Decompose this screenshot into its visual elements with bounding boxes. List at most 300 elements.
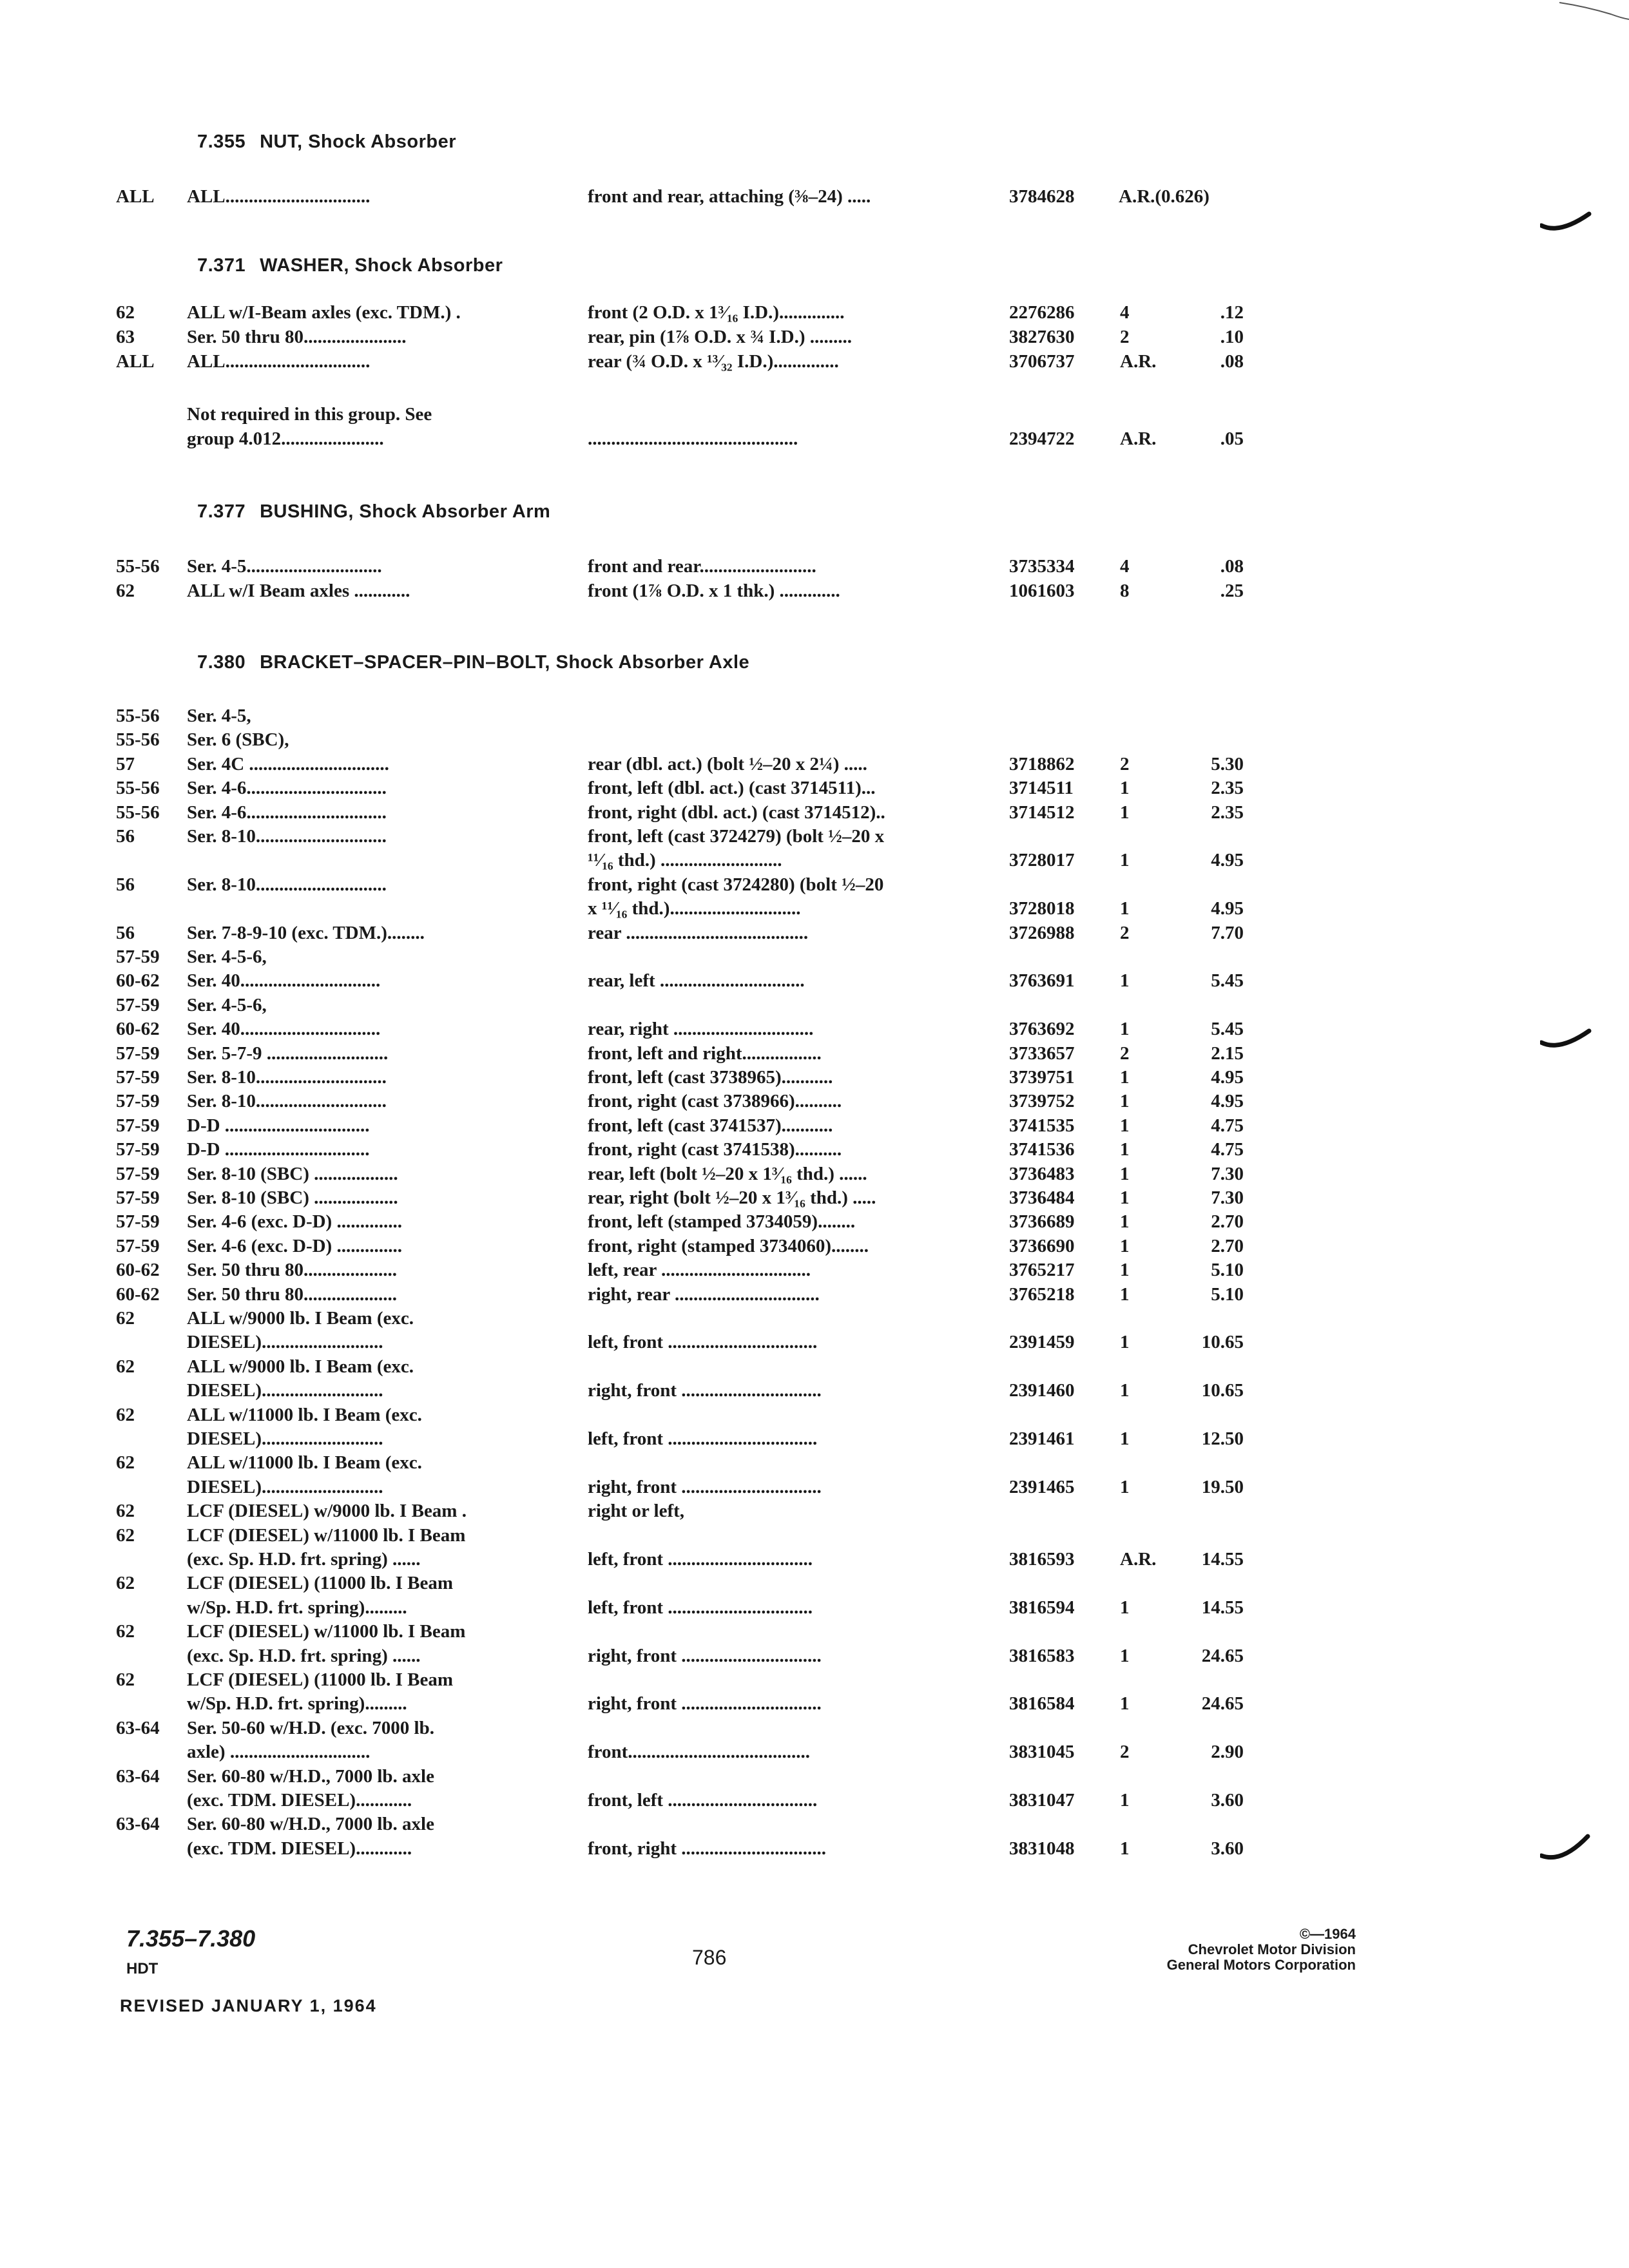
part-number-cell: 3763691 — [1009, 970, 1075, 992]
description-cell: front and rear......................... — [588, 556, 816, 577]
part-number-cell: 3728018 — [1009, 898, 1075, 919]
price-cell: 3.60 — [1211, 1790, 1244, 1811]
year-cell: 63-64 — [116, 1765, 160, 1787]
part-number-cell: 2391465 — [1009, 1476, 1075, 1497]
quantity-cell: 1 — [1120, 1139, 1130, 1160]
model-cell: LCF (DIESEL) w/9000 lb. I Beam . — [187, 1501, 467, 1522]
model-cell: Ser. 4-5............................. — [187, 556, 382, 577]
table-row — [0, 1547, 1629, 1571]
model-cell: LCF (DIESEL) w/11000 lb. I Beam — [187, 1524, 466, 1546]
price-cell: 7.30 — [1211, 1163, 1244, 1184]
description-cell: front, left (dbl. act.) (cast 3714511)... — [588, 778, 876, 799]
price-cell: 14.55 — [1201, 1597, 1244, 1618]
table-row — [0, 800, 1629, 825]
model-cell: Ser. 4-6 (exc. D-D) .............. — [187, 1235, 402, 1256]
table-row — [0, 727, 1629, 752]
price-cell: 4.95 — [1211, 1067, 1244, 1088]
table-row — [0, 1740, 1629, 1764]
table-row — [0, 776, 1629, 800]
description-cell: x ¹¹⁄₁₆ thd.)............................ — [588, 898, 801, 919]
model-cell: Ser. 60-80 w/H.D., 7000 lb. axle — [187, 1814, 434, 1835]
year-cell: 62 — [116, 1308, 135, 1329]
description-cell: rear, pin (1⅞ O.D. x ¾ I.D.) ......... — [588, 327, 853, 347]
year-cell: 57 — [116, 753, 135, 774]
scan-mark-top — [1559, 0, 1629, 26]
model-cell: Ser. 4-5, — [187, 706, 251, 726]
description-cell: front....................................... — [588, 1742, 811, 1763]
part-number-cell: 2394722 — [1009, 428, 1075, 449]
description-cell: left, front ................................ — [588, 1428, 818, 1449]
model-cell: ALL w/9000 lb. I Beam (exc. — [187, 1356, 414, 1377]
model-cell: ALL w/9000 lb. I Beam (exc. — [187, 1308, 414, 1329]
copyright-year: ©—1964 — [1299, 1926, 1356, 1942]
description-cell: right, front .............................. — [588, 1693, 822, 1715]
quantity-cell: A.R. — [1120, 428, 1157, 449]
part-number-cell: 3714511 — [1009, 778, 1074, 799]
price-cell: 4.75 — [1211, 1115, 1244, 1136]
model-cell: Ser. 4-6 (exc. D-D) .............. — [187, 1211, 402, 1233]
quantity-cell: 1 — [1120, 1790, 1130, 1811]
model-cell: (exc. TDM. DIESEL)............ — [187, 1790, 412, 1811]
price-cell: 5.10 — [1211, 1260, 1244, 1281]
quantity-cell: 1 — [1120, 1380, 1130, 1401]
model-cell: w/Sp. H.D. frt. spring)......... — [187, 1693, 407, 1715]
table-row — [0, 579, 1629, 603]
quantity-cell: 1 — [1120, 1091, 1130, 1112]
table-row — [0, 704, 1629, 728]
year-cell: 57-59 — [116, 947, 160, 967]
description-cell: front (2 O.D. x 1³⁄₁₆ I.D.).............. — [588, 302, 845, 323]
price-cell: 2.35 — [1211, 802, 1244, 823]
table-row — [0, 848, 1629, 872]
hole-punch-mark-1 — [1540, 206, 1592, 238]
section-title: WASHER — [260, 255, 344, 276]
year-cell: 62 — [116, 581, 135, 601]
table-row — [0, 1282, 1629, 1307]
part-number-cell: 3736689 — [1009, 1211, 1075, 1233]
year-cell: 63-64 — [116, 1814, 160, 1835]
description-cell: right, front .............................. — [588, 1645, 822, 1666]
description-cell: rear (dbl. act.) (bolt ½–20 x 2¼) ..... — [588, 753, 867, 774]
footer-sub-code: HDT — [126, 1960, 159, 1977]
model-cell: Ser. 4C .............................. — [187, 753, 389, 774]
year-cell: 60-62 — [116, 970, 160, 992]
price-cell: 5.10 — [1211, 1283, 1244, 1305]
model-cell: Ser. 60-80 w/H.D., 7000 lb. axle — [187, 1765, 434, 1787]
year-cell: 62 — [116, 1356, 135, 1377]
model-cell: LCF (DIESEL) (11000 lb. I Beam — [187, 1669, 454, 1690]
quantity-cell: 1 — [1120, 850, 1130, 871]
quantity-cell: 1 — [1120, 1163, 1130, 1184]
model-cell: ALL............................... — [187, 351, 371, 372]
price-cell: 3.60 — [1211, 1838, 1244, 1859]
year-cell: 60-62 — [116, 1260, 160, 1281]
year-cell: 57-59 — [116, 1211, 160, 1233]
year-cell: 55-56 — [116, 802, 160, 823]
table-row — [0, 1403, 1629, 1427]
model-cell: Ser. 8-10............................ — [187, 1091, 387, 1112]
division-name: Chevrolet Motor Division — [1188, 1941, 1356, 1957]
model-cell: DIESEL).......................... — [187, 1428, 383, 1449]
table-row — [0, 1113, 1629, 1138]
description-cell: front, right ............................... — [588, 1838, 827, 1859]
model-cell: Ser. 40.............................. — [187, 1019, 381, 1040]
price-cell: 5.45 — [1211, 970, 1244, 992]
description-cell: rear ....................................... — [588, 922, 809, 943]
price-cell: 24.65 — [1201, 1693, 1244, 1715]
year-cell: 60-62 — [116, 1019, 160, 1040]
part-number-cell: 3816583 — [1009, 1645, 1075, 1666]
year-cell: 57-59 — [116, 1043, 160, 1064]
table-row — [0, 1427, 1629, 1451]
quantity-cell: 2 — [1120, 753, 1130, 774]
table-row — [0, 1041, 1629, 1066]
table-row — [0, 1065, 1629, 1090]
price-cell: 2.35 — [1211, 778, 1244, 799]
table-row — [0, 945, 1629, 969]
part-number-cell: 3765217 — [1009, 1260, 1075, 1281]
table-row — [0, 300, 1629, 325]
model-cell: DIESEL).......................... — [187, 1380, 383, 1401]
price-cell: 7.70 — [1211, 922, 1244, 943]
part-number-cell: 3741536 — [1009, 1139, 1075, 1160]
page-number: 786 — [692, 1946, 727, 1969]
table-row — [0, 1354, 1629, 1379]
description-cell: right, rear ............................... — [588, 1283, 820, 1305]
quantity-cell: 1 — [1120, 1187, 1130, 1208]
table-row — [0, 1162, 1629, 1186]
year-cell: 57-59 — [116, 994, 160, 1015]
description-cell: front, right (stamped 3734060)........ — [588, 1235, 869, 1256]
description-cell: front, right (dbl. act.) (cast 3714512).. — [588, 802, 885, 823]
year-cell: ALL — [116, 351, 155, 372]
year-cell: 62 — [116, 1452, 135, 1474]
description-cell: left, front ............................... — [588, 1549, 813, 1570]
part-number-cell: 3706737 — [1009, 351, 1075, 372]
model-cell: Ser. 4-6.............................. — [187, 802, 387, 823]
quantity-cell: 1 — [1120, 1115, 1130, 1136]
price-cell: .08 — [1220, 351, 1244, 372]
table-row — [0, 1499, 1629, 1523]
model-cell: Not required in this group. See — [187, 404, 432, 425]
table-row — [0, 1523, 1629, 1548]
description-cell: right or left, — [588, 1501, 685, 1522]
part-number-cell: 3816594 — [1009, 1597, 1075, 1618]
quantity-cell: 2 — [1120, 327, 1130, 347]
description-cell: rear, right .............................. — [588, 1019, 814, 1040]
part-number-cell: 3736483 — [1009, 1163, 1075, 1184]
description-cell: right, front .............................. — [588, 1380, 822, 1401]
section-title: BUSHING — [260, 501, 349, 522]
table-row — [0, 1571, 1629, 1595]
part-number-cell: 3736690 — [1009, 1235, 1075, 1256]
year-cell: 55-56 — [116, 729, 160, 751]
quantity-cell: 8 — [1120, 581, 1130, 601]
description-cell: rear, right (bolt ½–20 x 1³⁄₁₆ thd.) ..... — [588, 1187, 876, 1208]
section-header-7-377 — [197, 501, 550, 523]
table-row — [0, 1475, 1629, 1499]
description-cell: front (1⅞ O.D. x 1 thk.) ............. — [588, 581, 840, 601]
model-cell: Ser. 8-10............................ — [187, 1067, 387, 1088]
quantity-cell: 1 — [1120, 898, 1130, 919]
table-row — [0, 1378, 1629, 1403]
description-cell: front, left (stamped 3734059)........ — [588, 1211, 856, 1233]
description-cell: ¹¹⁄₁₆ thd.) .......................... — [588, 850, 782, 871]
quantity-cell: 2 — [1120, 1742, 1130, 1763]
price-cell: .25 — [1220, 581, 1244, 601]
model-cell: Ser. 6 (SBC), — [187, 729, 289, 751]
price-cell: 2.70 — [1211, 1235, 1244, 1256]
part-number-cell: 3739752 — [1009, 1091, 1075, 1112]
model-cell: D-D ............................... — [187, 1139, 370, 1160]
year-cell: 62 — [116, 1501, 135, 1522]
table-row — [0, 1716, 1629, 1740]
table-row — [0, 1186, 1629, 1210]
model-cell: (exc. Sp. H.D. frt. spring) ...... — [187, 1645, 421, 1666]
part-number-cell: 1061603 — [1009, 581, 1075, 601]
year-cell: 63 — [116, 327, 135, 347]
year-cell: 57-59 — [116, 1139, 160, 1160]
year-cell: 60-62 — [116, 1283, 160, 1305]
description-cell: left, front ............................... — [588, 1597, 813, 1618]
quantity-cell: A.R. — [1120, 1549, 1157, 1570]
table-row — [0, 1788, 1629, 1812]
table-row — [0, 1644, 1629, 1668]
quantity-cell: 2 — [1120, 922, 1130, 943]
revised-date: REVISED JANUARY 1, 1964 — [120, 1996, 377, 2015]
year-cell: 57-59 — [116, 1091, 160, 1112]
year-cell: 62 — [116, 1621, 135, 1642]
part-number-cell: 3831048 — [1009, 1838, 1075, 1859]
year-cell: 56 — [116, 826, 135, 847]
model-cell: w/Sp. H.D. frt. spring)......... — [187, 1597, 407, 1618]
model-cell: Ser. 40.............................. — [187, 970, 381, 992]
model-cell: Ser. 4-6.............................. — [187, 778, 387, 799]
price-cell: 2.70 — [1211, 1211, 1244, 1233]
section-number: 7.371 — [197, 255, 246, 276]
year-cell: 57-59 — [116, 1115, 160, 1136]
quantity-cell: 1 — [1120, 970, 1130, 992]
part-number-cell: 3726988 — [1009, 922, 1075, 943]
price-cell: 4.95 — [1211, 1091, 1244, 1112]
table-row — [0, 1306, 1629, 1331]
table-row — [0, 1691, 1629, 1716]
price-cell: 7.30 — [1211, 1187, 1244, 1208]
quantity-cell: 1 — [1120, 778, 1130, 799]
price-cell: 5.30 — [1211, 753, 1244, 774]
description-cell: front, left ................................ — [588, 1790, 818, 1811]
description-cell: rear (¾ O.D. x ¹³⁄₃₂ I.D.).............. — [588, 351, 839, 372]
year-cell: 57-59 — [116, 1187, 160, 1208]
model-cell: Ser. 8-10 (SBC) .................. — [187, 1187, 398, 1208]
description-cell: front, left (cast 3724279) (bolt ½–20 x — [588, 826, 885, 847]
hole-punch-mark-3 — [1540, 1830, 1592, 1869]
model-cell: Ser. 4-5-6, — [187, 994, 267, 1015]
section-title: NUT — [260, 131, 297, 152]
price-cell: 5.45 — [1211, 1019, 1244, 1040]
section-subtitle: , Shock Absorber — [343, 255, 503, 276]
price-cell: 2.15 — [1211, 1043, 1244, 1064]
description-cell: front, right (cast 3724280) (bolt ½–20 — [588, 874, 884, 895]
description-cell: front, left (cast 3741537)........... — [588, 1115, 833, 1136]
part-number-cell: 3763692 — [1009, 1019, 1075, 1040]
part-number-cell: 3718862 — [1009, 753, 1075, 774]
part-number-cell: 2391460 — [1009, 1380, 1075, 1401]
price-cell: 4.95 — [1211, 850, 1244, 871]
table-row — [0, 993, 1629, 1017]
section-subtitle: , Shock Absorber Arm — [348, 501, 551, 522]
description-cell: ............................................. — [588, 428, 798, 449]
year-cell: 62 — [116, 1669, 135, 1690]
quantity-cell: 1 — [1120, 1597, 1130, 1618]
part-number-cell: 3816593 — [1009, 1549, 1075, 1570]
quantity-cell: 1 — [1120, 1211, 1130, 1233]
price-cell: .08 — [1220, 556, 1244, 577]
year-cell: 57-59 — [116, 1067, 160, 1088]
description-cell: front, right (cast 3741538).......... — [588, 1139, 842, 1160]
table-row — [0, 184, 1629, 209]
table-row — [0, 1595, 1629, 1620]
part-number-cell: 3765218 — [1009, 1283, 1075, 1305]
model-cell: Ser. 7-8-9-10 (exc. TDM.)........ — [187, 922, 425, 943]
quantity-cell: 1 — [1120, 1235, 1130, 1256]
model-cell: ALL............................... — [187, 186, 371, 207]
year-cell: 62 — [116, 1404, 135, 1425]
model-cell: DIESEL).......................... — [187, 1332, 383, 1353]
model-cell: Ser. 8-10 (SBC) .................. — [187, 1163, 398, 1184]
model-cell: DIESEL).......................... — [187, 1476, 383, 1497]
table-row — [0, 921, 1629, 945]
table-row — [0, 1209, 1629, 1234]
description-cell: rear, left (bolt ½–20 x 1³⁄₁₆ thd.) ...... — [588, 1163, 867, 1184]
copyright-block — [1167, 1927, 1356, 1973]
part-number-cell: 3736484 — [1009, 1187, 1075, 1208]
description-cell: left, front ................................ — [588, 1332, 818, 1353]
quantity-cell: 1 — [1120, 1332, 1130, 1353]
table-row — [0, 872, 1629, 897]
description-cell: front, left and right................. — [588, 1043, 822, 1064]
year-cell: 56 — [116, 922, 135, 943]
section-subtitle: , Shock Absorber — [296, 131, 457, 152]
year-cell: 55-56 — [116, 556, 160, 577]
table-row — [0, 1836, 1629, 1861]
part-number-cell: 3741535 — [1009, 1115, 1075, 1136]
year-cell: 56 — [116, 874, 135, 895]
table-row — [0, 1089, 1629, 1113]
description-cell: front, right (cast 3738966).......... — [588, 1091, 842, 1112]
table-row — [0, 427, 1629, 451]
price-cell: 10.65 — [1201, 1380, 1244, 1401]
table-row — [0, 1812, 1629, 1836]
part-number-cell: 3831045 — [1009, 1742, 1075, 1763]
footer-section-range: 7.355–7.380 — [126, 1925, 256, 1952]
quantity-cell: 1 — [1120, 1693, 1130, 1715]
model-cell: ALL w/11000 lb. I Beam (exc. — [187, 1404, 422, 1425]
quantity-cell: A.R. — [1120, 351, 1157, 372]
model-cell: LCF (DIESEL) (11000 lb. I Beam — [187, 1573, 454, 1594]
quantity-cell: 1 — [1120, 1476, 1130, 1497]
part-number-cell: 3827630 — [1009, 327, 1075, 347]
table-row — [0, 896, 1629, 921]
part-number-cell: 3735334 — [1009, 556, 1075, 577]
model-cell: axle) .............................. — [187, 1742, 371, 1763]
price-cell: 2.90 — [1211, 1742, 1244, 1763]
part-number-cell: 3739751 — [1009, 1067, 1075, 1088]
section-header-7-355 — [197, 131, 456, 153]
table-row — [0, 1137, 1629, 1162]
model-cell: Ser. 50-60 w/H.D. (exc. 7000 lb. — [187, 1717, 434, 1738]
year-cell: ALL — [116, 186, 155, 207]
section-number: 7.355 — [197, 131, 246, 152]
part-number-cell: 2391461 — [1009, 1428, 1075, 1449]
hole-punch-mark-2 — [1540, 1023, 1592, 1055]
price-cell: 14.55 — [1201, 1549, 1244, 1570]
part-number-cell: 2391459 — [1009, 1332, 1075, 1353]
description-cell: rear, left ............................... — [588, 970, 805, 992]
table-row — [0, 1450, 1629, 1475]
description-cell: left, rear ................................ — [588, 1260, 811, 1281]
price-cell: 24.65 — [1201, 1645, 1244, 1666]
price-cell: 4.75 — [1211, 1139, 1244, 1160]
quantity-cell: 1 — [1120, 1428, 1130, 1449]
part-number-cell: 3728017 — [1009, 850, 1075, 871]
year-cell: 57-59 — [116, 1235, 160, 1256]
table-row — [0, 554, 1629, 579]
model-cell: Ser. 4-5-6, — [187, 947, 267, 967]
price-cell: .12 — [1220, 302, 1244, 323]
section-number: 7.380 — [197, 652, 246, 673]
model-cell: (exc. Sp. H.D. frt. spring) ...... — [187, 1549, 421, 1570]
table-row — [0, 325, 1629, 349]
quantity-cell: A.R.(0.626) — [1119, 186, 1210, 207]
table-row — [0, 349, 1629, 374]
year-cell: 62 — [116, 1524, 135, 1546]
year-cell: 55-56 — [116, 706, 160, 726]
price-cell: 19.50 — [1201, 1476, 1244, 1497]
year-cell: 62 — [116, 302, 135, 323]
section-header-7-380 — [197, 652, 749, 673]
section-title: BRACKET–SPACER–PIN–BOLT — [260, 652, 545, 673]
quantity-cell: 1 — [1120, 1067, 1130, 1088]
part-number-cell: 3816584 — [1009, 1693, 1075, 1715]
table-row — [0, 1619, 1629, 1644]
corporation-name: General Motors Corporation — [1166, 1957, 1356, 1973]
quantity-cell: 4 — [1120, 302, 1130, 323]
model-cell: Ser. 50 thru 80.................... — [187, 1283, 397, 1305]
part-number-cell: 3784628 — [1009, 186, 1075, 207]
model-cell: D-D ............................... — [187, 1115, 370, 1136]
year-cell: 63-64 — [116, 1717, 160, 1738]
model-cell: Ser. 8-10............................ — [187, 826, 387, 847]
quantity-cell: 1 — [1120, 1019, 1130, 1040]
section-number: 7.377 — [197, 501, 246, 522]
year-cell: 57-59 — [116, 1163, 160, 1184]
section-header-7-371 — [197, 255, 503, 276]
table-row — [0, 752, 1629, 776]
part-number-cell: 3733657 — [1009, 1043, 1075, 1064]
part-number-cell: 3714512 — [1009, 802, 1075, 823]
quantity-cell: 1 — [1120, 1645, 1130, 1666]
table-row — [0, 1667, 1629, 1692]
model-cell: Ser. 50 thru 80.................... — [187, 1260, 397, 1281]
description-cell: front and rear, attaching (⅜–24) ..... — [588, 186, 871, 207]
description-cell: right, front .............................. — [588, 1476, 822, 1497]
description-cell: front, left (cast 3738965)........... — [588, 1067, 833, 1088]
price-cell: 10.65 — [1201, 1332, 1244, 1353]
table-row — [0, 1330, 1629, 1354]
model-cell: ALL w/I-Beam axles (exc. TDM.) . — [187, 302, 461, 323]
model-cell: Ser. 5-7-9 .......................... — [187, 1043, 389, 1064]
